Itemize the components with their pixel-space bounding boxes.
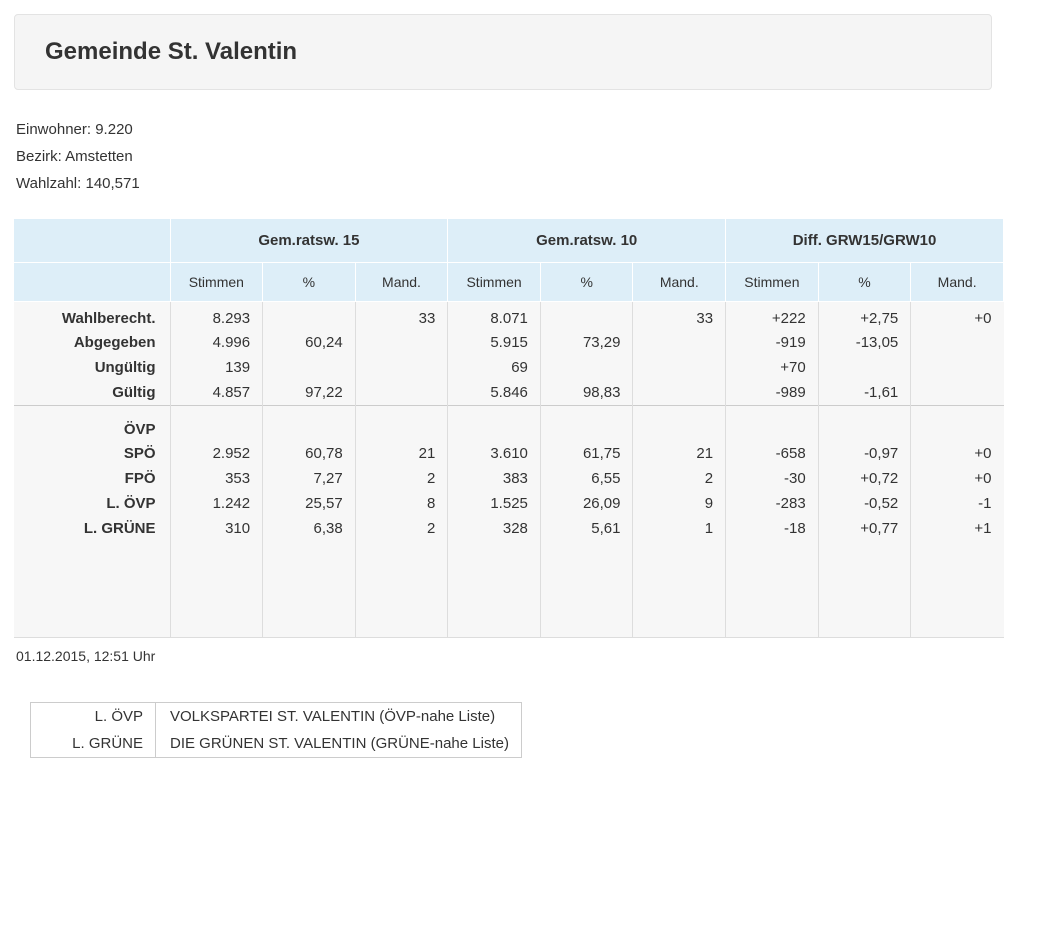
- legend-box: [30, 702, 522, 758]
- divider-cell: [14, 405, 170, 413]
- sub-header-grw15-mandates: Mand.: [355, 263, 448, 302]
- cell: 98,83: [540, 380, 633, 405]
- cell: 97,22: [263, 380, 356, 405]
- cell: 1.242: [170, 491, 263, 516]
- cell: 9: [633, 491, 726, 516]
- filler-cell: [14, 541, 170, 638]
- filler-cell: [170, 541, 263, 638]
- table-row: [14, 380, 1004, 405]
- cell: 8.071: [448, 302, 541, 331]
- cell: 353: [170, 466, 263, 491]
- cell: [263, 302, 356, 331]
- cell: 60,24: [263, 330, 356, 355]
- divider-cell: [355, 405, 448, 413]
- cell: +0: [911, 441, 1004, 466]
- cell: -919: [726, 330, 819, 355]
- legend-abbr-l-gruene: L. GRÜNE: [31, 730, 156, 757]
- cell: [633, 380, 726, 405]
- cell: 33: [633, 302, 726, 331]
- results-table-wrapper: [14, 219, 1004, 664]
- filler-cell: [633, 541, 726, 638]
- sub-header-diff-votes: Stimmen: [726, 263, 819, 302]
- table-row: [14, 441, 1004, 466]
- cell: [355, 413, 448, 441]
- cell: [355, 330, 448, 355]
- filler-row: [14, 541, 1004, 638]
- filler-cell: [726, 541, 819, 638]
- cell: [818, 355, 911, 380]
- filler-cell: [911, 541, 1004, 638]
- cell: -0,52: [818, 491, 911, 516]
- cell: -1,61: [818, 380, 911, 405]
- filler-cell: [448, 541, 541, 638]
- row-label-oevp: ÖVP: [14, 413, 170, 441]
- cell: 8.293: [170, 302, 263, 331]
- filler-cell: [263, 541, 356, 638]
- divider-cell: [540, 405, 633, 413]
- row-label-gueltig: Gültig: [14, 380, 170, 405]
- cell: 7,27: [263, 466, 356, 491]
- sub-header-grw15-votes: Stimmen: [170, 263, 263, 302]
- cell: 61,75: [540, 441, 633, 466]
- row-label-spoe: SPÖ: [14, 441, 170, 466]
- sub-header-grw10-percent: %: [540, 263, 633, 302]
- cell: +0: [911, 466, 1004, 491]
- cell: [818, 413, 911, 441]
- row-label-abgegeben: Abgegeben: [14, 330, 170, 355]
- cell: [355, 380, 448, 405]
- divider-cell: [818, 405, 911, 413]
- result-timestamp: 01.12.2015, 12:51 Uhr: [16, 647, 156, 664]
- legend-abbr-l-oevp: L. ÖVP: [31, 703, 156, 730]
- table-filler: [14, 541, 1004, 638]
- divider-cell: [170, 405, 263, 413]
- cell: 8: [355, 491, 448, 516]
- cell: [633, 355, 726, 380]
- cell: 73,29: [540, 330, 633, 355]
- sub-header-grw10-votes: Stimmen: [448, 263, 541, 302]
- meta-line-electoral-number: Wahlzahl: 140,571: [16, 175, 140, 193]
- legend-table: [31, 703, 521, 757]
- meta-line-district: Bezirk: Amstetten: [16, 148, 133, 166]
- cell: 21: [355, 441, 448, 466]
- table-row: [14, 302, 1004, 331]
- cell: +0,77: [818, 516, 911, 541]
- cell: -18: [726, 516, 819, 541]
- divider-cell: [726, 405, 819, 413]
- row-label-wahlberechtigte: Wahlberecht.: [14, 302, 170, 331]
- party-block: [14, 413, 1004, 541]
- legend-full-l-gruene: DIE GRÜNEN ST. VALENTIN (GRÜNE-nahe Liste): [170, 734, 509, 752]
- group-header-grw15: Gem.ratsw. 15: [170, 219, 448, 263]
- sub-header-row: [14, 263, 1004, 302]
- sub-header-grw15-percent: %: [263, 263, 356, 302]
- cell: 2.952: [170, 441, 263, 466]
- group-header-grw10: Gem.ratsw. 10: [448, 219, 726, 263]
- cell: 310: [170, 516, 263, 541]
- cell: 26,09: [540, 491, 633, 516]
- cell: [263, 413, 356, 441]
- cell: 5.846: [448, 380, 541, 405]
- cell: -658: [726, 441, 819, 466]
- table-row: [14, 491, 1004, 516]
- cell: 139: [170, 355, 263, 380]
- cell: -13,05: [818, 330, 911, 355]
- cell: [911, 355, 1004, 380]
- group-header-blank: [14, 219, 170, 263]
- cell: [448, 413, 541, 441]
- cell: [170, 413, 263, 441]
- cell: -989: [726, 380, 819, 405]
- cell: 383: [448, 466, 541, 491]
- cell: 25,57: [263, 491, 356, 516]
- group-header-row: [14, 219, 1004, 263]
- cell: -283: [726, 491, 819, 516]
- cell: 2: [355, 466, 448, 491]
- cell: [263, 355, 356, 380]
- cell: 4.996: [170, 330, 263, 355]
- cell: 21: [633, 441, 726, 466]
- sub-header-diff-mandates: Mand.: [911, 263, 1004, 302]
- cell: 6,38: [263, 516, 356, 541]
- meta-line-population: Einwohner: 9.220: [16, 121, 133, 139]
- municipality-meta: [16, 116, 1006, 197]
- row-label-l-gruene: L. GRÜNE: [14, 516, 170, 541]
- cell: [633, 413, 726, 441]
- cell: 5,61: [540, 516, 633, 541]
- legend-full-l-oevp: VOLKSPARTEI ST. VALENTIN (ÖVP-nahe Liste): [170, 707, 496, 725]
- cell: +1: [911, 516, 1004, 541]
- cell: [911, 380, 1004, 405]
- page-title: Gemeinde St. Valentin: [45, 38, 298, 65]
- sub-header-blank: [14, 263, 170, 302]
- filler-cell: [540, 541, 633, 638]
- cell: 4.857: [170, 380, 263, 405]
- cell: [355, 355, 448, 380]
- cell: [911, 413, 1004, 441]
- cell: +70: [726, 355, 819, 380]
- cell: 33: [355, 302, 448, 331]
- results-table: [14, 219, 1004, 638]
- divider-cell: [633, 405, 726, 413]
- header-panel: [14, 14, 992, 90]
- cell: [540, 413, 633, 441]
- cell: [633, 330, 726, 355]
- divider-cell: [263, 405, 356, 413]
- row-label-fpoe: FPÖ: [14, 466, 170, 491]
- section-divider: [14, 405, 1004, 413]
- cell: +0,72: [818, 466, 911, 491]
- cell: -0,97: [818, 441, 911, 466]
- table-row: [14, 516, 1004, 541]
- cell: +222: [726, 302, 819, 331]
- cell: 60,78: [263, 441, 356, 466]
- turnout-block: [14, 302, 1004, 406]
- cell: 1.525: [448, 491, 541, 516]
- cell: 3.610: [448, 441, 541, 466]
- row-label-l-oevp: L. ÖVP: [14, 491, 170, 516]
- sub-header-grw10-mandates: Mand.: [633, 263, 726, 302]
- cell: 1: [633, 516, 726, 541]
- cell: 6,55: [540, 466, 633, 491]
- divider-cell: [911, 405, 1004, 413]
- cell: [540, 355, 633, 380]
- cell: [540, 302, 633, 331]
- row-label-ungueltig: Ungültig: [14, 355, 170, 380]
- results-table-head: [14, 219, 1004, 302]
- cell: -1: [911, 491, 1004, 516]
- cell: 2: [355, 516, 448, 541]
- cell: 328: [448, 516, 541, 541]
- filler-cell: [355, 541, 448, 638]
- cell: -30: [726, 466, 819, 491]
- table-row: [14, 330, 1004, 355]
- table-row: [14, 466, 1004, 491]
- cell: +2,75: [818, 302, 911, 331]
- cell: [726, 413, 819, 441]
- table-row: [14, 413, 1004, 441]
- sub-header-diff-percent: %: [818, 263, 911, 302]
- cell: +0: [911, 302, 1004, 331]
- cell: 69: [448, 355, 541, 380]
- cell: 5.915: [448, 330, 541, 355]
- cell: [911, 330, 1004, 355]
- legend-row: [31, 703, 521, 730]
- legend-row: [31, 730, 521, 757]
- filler-cell: [818, 541, 911, 638]
- divider-cell: [448, 405, 541, 413]
- divider-row: [14, 405, 1004, 413]
- cell: 2: [633, 466, 726, 491]
- group-header-diff: Diff. GRW15/GRW10: [726, 219, 1004, 263]
- table-row: [14, 355, 1004, 380]
